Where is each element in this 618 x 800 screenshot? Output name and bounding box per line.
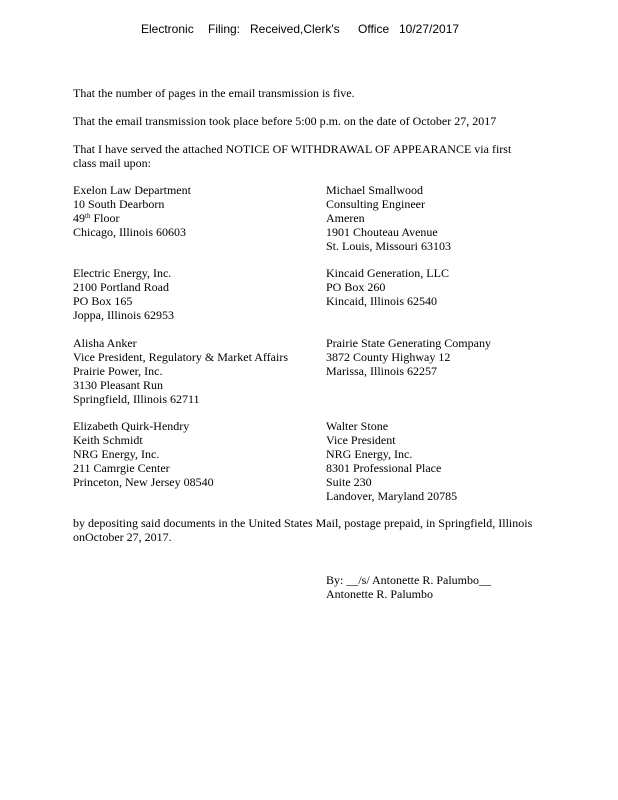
address-line: Elizabeth Quirk-Hendry	[73, 419, 190, 433]
paragraph-time: That the email transmission took place before 5:00 p.m. on the date of October 27, 2017	[73, 114, 497, 128]
paragraph-served-line-1: That I have served the attached NOTICE OF WITHDRAWAL OF APPEARANCE via first	[73, 142, 512, 156]
address-line: 3130 Pleasant Run	[73, 378, 163, 392]
addressee-exelon	[73, 183, 191, 239]
address-line: Landover, Maryland 20785	[326, 489, 458, 503]
addressee-anker	[73, 336, 288, 406]
header-date: 10/27/2017	[399, 22, 460, 36]
header-received: Received,Clerk's	[250, 22, 340, 36]
header-electronic: Electronic	[141, 22, 194, 36]
address-line: Walter Stone	[326, 419, 389, 433]
address-line: Kincaid, Illinois 62540	[326, 294, 437, 308]
address-line: PO Box 260	[326, 280, 386, 294]
signature-by-line: By: __/s/ Antonette R. Palumbo__	[326, 573, 492, 587]
signature-name: Antonette R. Palumbo	[326, 587, 433, 601]
paragraph-served-line-2: class mail upon:	[73, 156, 151, 170]
address-line: 10 South Dearborn	[73, 197, 165, 211]
address-line: Marissa, Illinois 62257	[326, 364, 437, 378]
addressee-smallwood	[326, 183, 451, 253]
paragraph-deposit-line-1: by depositing said documents in the United States Mail, postage prepaid, in Springfield, Illinois	[73, 516, 533, 530]
address-line: Prairie State Generating Company	[326, 336, 491, 350]
filing-header	[0, 21, 618, 37]
address-line: Kincaid Generation, LLC	[326, 266, 449, 280]
addressee-prairie-state	[326, 336, 491, 378]
address-line: Springfield, Illinois 62711	[73, 392, 200, 406]
address-line: Prairie Power, Inc.	[73, 364, 163, 378]
floor-suffix: th	[85, 212, 91, 220]
header-filing: Filing:	[208, 22, 241, 36]
paragraph-deposit	[73, 516, 532, 544]
address-line: PO Box 165	[73, 294, 133, 308]
addressee-quirk-hendry	[73, 419, 214, 489]
floor-number: 49	[73, 211, 85, 225]
header-office: Office	[358, 22, 390, 36]
addressee-stone	[326, 419, 457, 503]
address-line: Exelon Law Department	[73, 183, 191, 197]
address-line-floor	[73, 211, 191, 225]
address-line: Ameren	[326, 211, 365, 225]
floor-word: Floor	[90, 211, 120, 225]
address-line: Electric Energy, Inc.	[73, 266, 172, 280]
address-line: Suite 230	[326, 475, 372, 489]
address-line: 211 Camrgie Center	[73, 461, 170, 475]
address-line: Consulting Engineer	[326, 197, 425, 211]
paragraph-served	[73, 142, 511, 170]
address-line: NRG Energy, Inc.	[73, 447, 160, 461]
paragraph-deposit-line-2: onOctober 27, 2017.	[73, 530, 172, 544]
address-line: Chicago, Illinois 60603	[73, 225, 186, 239]
addressee-electric-energy	[73, 266, 174, 322]
addressee-kincaid	[326, 266, 449, 308]
paragraph-pages: That the number of pages in the email transmission is five.	[73, 86, 355, 100]
address-line: Vice President	[326, 433, 396, 447]
signature-block	[326, 573, 491, 601]
address-line: 2100 Portland Road	[73, 280, 169, 294]
address-line: St. Louis, Missouri 63103	[326, 239, 452, 253]
address-line: Michael Smallwood	[326, 183, 423, 197]
address-line: Keith Schmidt	[73, 433, 143, 447]
address-line: Princeton, New Jersey 08540	[73, 475, 214, 489]
address-line: NRG Energy, Inc.	[326, 447, 413, 461]
address-line: Joppa, Illinois 62953	[73, 308, 174, 322]
address-line: 8301 Professional Place	[326, 461, 442, 475]
address-line: Alisha Anker	[73, 336, 137, 350]
address-line: 3872 County Highway 12	[326, 350, 451, 364]
address-line: Vice President, Regulatory & Market Affairs	[73, 350, 289, 364]
address-line: 1901 Chouteau Avenue	[326, 225, 438, 239]
